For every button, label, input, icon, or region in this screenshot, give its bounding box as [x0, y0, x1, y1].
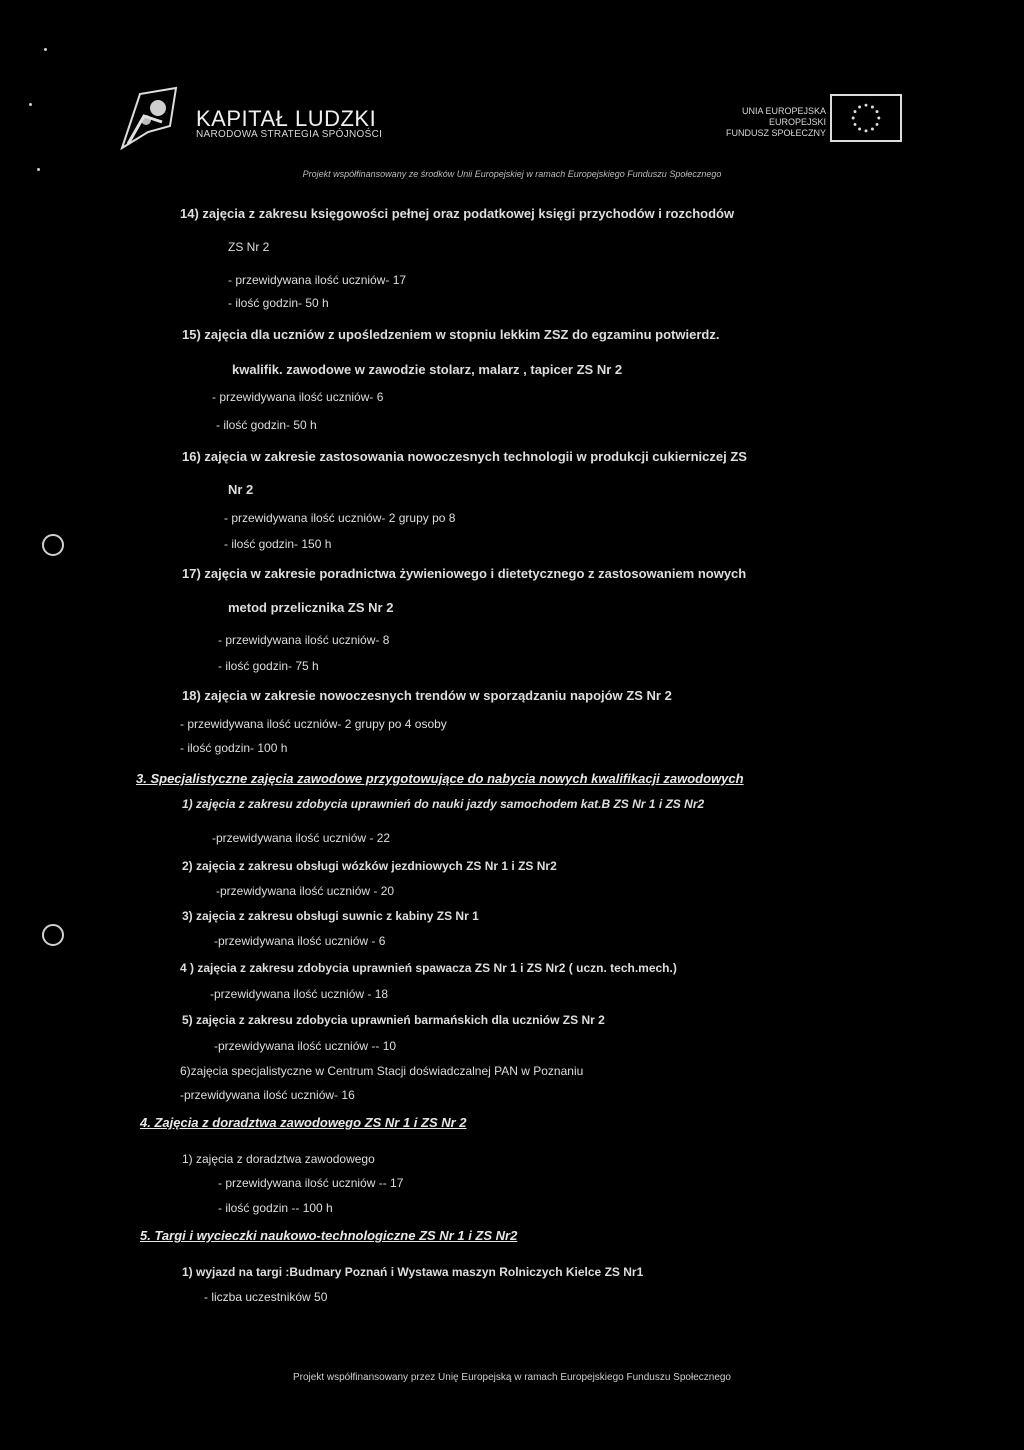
- section-3-item-3-students: -przewidywana ilość uczniów - 6: [214, 934, 386, 948]
- section-3-item-6: 6)zajęcia specjalistyczne w Centrum Stacji doświadczalnej PAN w Poznaniu: [180, 1064, 584, 1078]
- section-5-heading: 5. Targi i wycieczki naukowo-technologiczne ZS Nr 1 i ZS Nr2: [140, 1228, 518, 1243]
- section-3-item-6-students: -przewidywana ilość uczniów- 16: [180, 1088, 355, 1102]
- eu-label-line: UNIA EUROPEJSKA: [741, 106, 826, 116]
- item-15-hours: - ilość godzin- 50 h: [216, 418, 317, 432]
- item-18-hours: - ilość godzin- 100 h: [180, 741, 288, 755]
- item-17-title-cont: metod przelicznika ZS Nr 2: [228, 600, 394, 615]
- punch-hole: [42, 534, 64, 556]
- item-17-title: 17) zajęcia w zakresie poradnictwa żywieniowego i dietetycznego z zastosowaniem nowych: [182, 566, 747, 581]
- section-3-item-4-students: -przewidywana ilość uczniów - 18: [210, 987, 389, 1001]
- punch-hole: [42, 924, 64, 946]
- section-4-item-1: 1) zajęcia z doradztwa zawodowego: [182, 1152, 375, 1166]
- item-16-students: - przewidywana ilość uczniów- 2 grupy po 8: [224, 511, 456, 525]
- section-3-item-1: 1) zajęcia z zakresu zdobycia uprawnień do nauki jazdy samochodem kat.B ZS Nr 1 i ZS Nr2: [182, 797, 705, 811]
- item-14-title: 14) zajęcia z zakresu księgowości pełnej oraz podatkowej księgi przychodów i rozchodów: [180, 206, 735, 221]
- scan-speck: [29, 103, 32, 106]
- eu-label-line: FUNDUSZ SPOŁECZNY: [725, 128, 826, 138]
- item-14-students: - przewidywana ilość uczniów- 17: [228, 273, 407, 287]
- section-3-item-1-students: -przewidywana ilość uczniów - 22: [212, 831, 391, 845]
- logo-subtitle: NARODOWA STRATEGIA SPÓJNOŚCI: [196, 129, 383, 140]
- eu-label-line: EUROPEJSKI: [768, 117, 826, 127]
- section-3-item-2: 2) zajęcia z zakresu obsługi wózków jezdniowych ZS Nr 1 i ZS Nr2: [182, 859, 557, 873]
- footer-funding-note: Projekt współfinansowany przez Unię Europejską w ramach Europejskiego Funduszu Społecznego: [292, 1372, 731, 1383]
- item-18-title: 18) zajęcia w zakresie nowoczesnych trendów w sporządzaniu napojów ZS Nr 2: [182, 688, 672, 703]
- section-3-item-5-students: -przewidywana ilość uczniów -- 10: [214, 1039, 397, 1053]
- item-17-hours: - ilość godzin- 75 h: [218, 659, 319, 673]
- eu-flag-icon: [830, 94, 902, 142]
- scan-speck: [44, 48, 47, 51]
- item-15-students: - przewidywana ilość uczniów- 6: [212, 390, 384, 404]
- section-4-item-1-hours: - ilość godzin -- 100 h: [218, 1201, 333, 1215]
- item-16-title-cont: Nr 2: [228, 482, 254, 497]
- kapital-ludzki-logo-icon: [118, 86, 180, 150]
- item-16-hours: - ilość godzin- 150 h: [224, 537, 332, 551]
- item-18-students: - przewidywana ilość uczniów- 2 grupy po 4 osoby: [180, 717, 447, 731]
- section-3-item-3: 3) zajęcia z zakresu obsługi suwnic z kabiny ZS Nr 1: [182, 909, 479, 923]
- item-15-title: 15) zajęcia dla uczniów z upośledzeniem w stopniu lekkim ZSZ do egzaminu potwierdz.: [182, 327, 720, 342]
- section-4-item-1-students: - przewidywana ilość uczniów -- 17: [218, 1176, 404, 1190]
- item-15-title-cont: kwalifik. zawodowe w zawodzie stolarz, malarz , tapicer ZS Nr 2: [232, 362, 623, 377]
- section-3-item-2-students: -przewidywana ilość uczniów - 20: [216, 884, 395, 898]
- section-3-item-4: 4 ) zajęcia z zakresu zdobycia uprawnień spawacza ZS Nr 1 i ZS Nr2 ( uczn. tech.mech.): [180, 961, 677, 975]
- item-14-school: ZS Nr 2: [228, 240, 270, 254]
- logo-title: KAPITAŁ LUDZKI: [196, 106, 377, 131]
- section-3-item-5: 5) zajęcia z zakresu zdobycia uprawnień barmańskich dla uczniów ZS Nr 2: [182, 1013, 605, 1027]
- section-3-heading: 3. Specjalistyczne zajęcia zawodowe przygotowujące do nabycia nowych kwalifikacji zawodowych: [136, 771, 744, 786]
- item-16-title: 16) zajęcia w zakresie zastosowania nowoczesnych technologii w produkcji cukierniczej ZS: [182, 449, 747, 464]
- header-funding-note: Projekt współfinansowany ze środków Unii Europejskiej w ramach Europejskiego Funduszu Społecznego: [302, 169, 722, 179]
- section-4-heading: 4. Zajęcia z doradztwa zawodowego ZS Nr 1 i ZS Nr 2: [140, 1115, 467, 1130]
- section-5-item-1-participants: - liczba uczestników 50: [204, 1290, 328, 1304]
- section-5-item-1: 1) wyjazd na targi :Budmary Poznań i Wystawa maszyn Rolniczych Kielce ZS Nr1: [182, 1265, 644, 1279]
- item-14-hours: - ilość godzin- 50 h: [228, 296, 329, 310]
- item-17-students: - przewidywana ilość uczniów- 8: [218, 633, 390, 647]
- eu-label: [706, 106, 826, 139]
